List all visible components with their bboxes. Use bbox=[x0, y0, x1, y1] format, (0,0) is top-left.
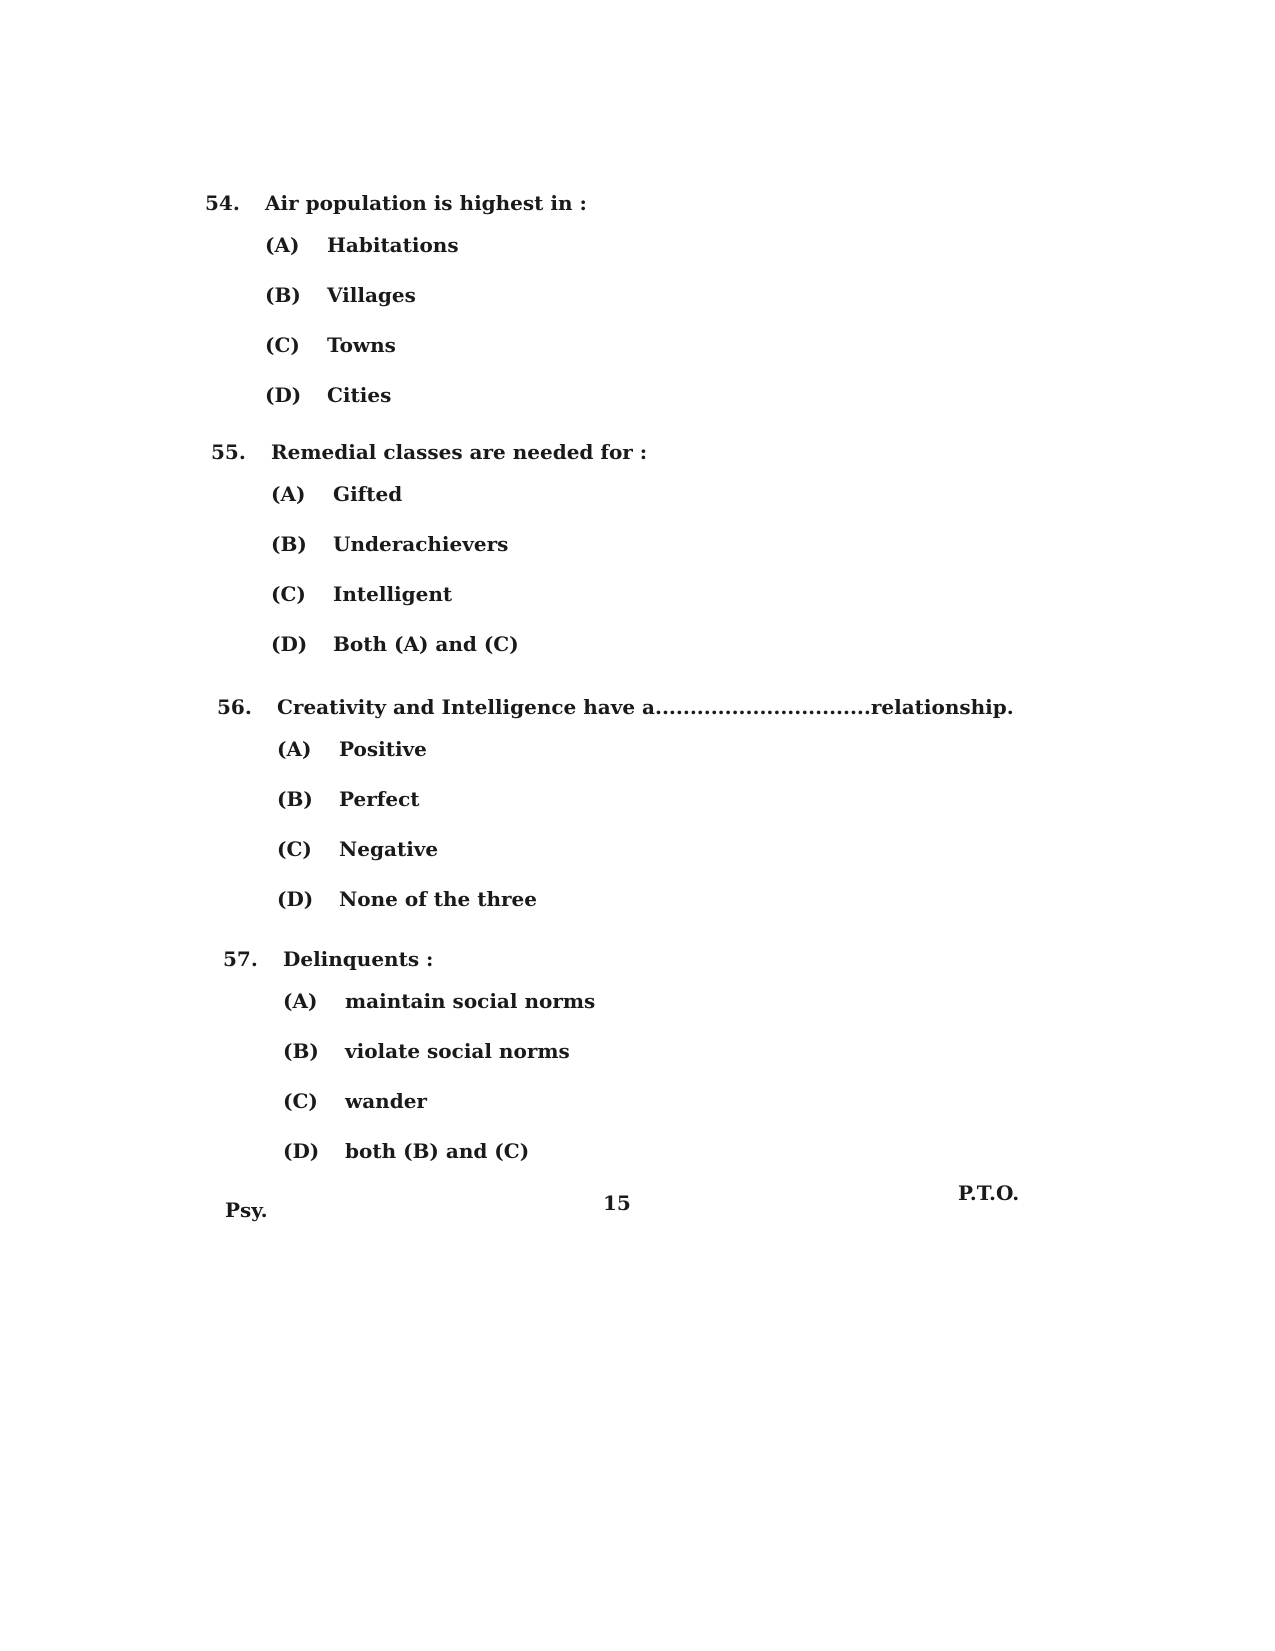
option-letter: (B) bbox=[277, 787, 313, 811]
option-letter: (D) bbox=[265, 383, 302, 407]
option-letter: (B) bbox=[271, 532, 307, 556]
option-d bbox=[205, 370, 1105, 420]
question-number: 55. bbox=[211, 440, 246, 464]
option-letter: (C) bbox=[271, 582, 306, 606]
option-b bbox=[223, 1026, 1123, 1076]
question-56 bbox=[217, 690, 1117, 924]
question-text: Air population is highest in : bbox=[265, 191, 587, 215]
option-a bbox=[205, 220, 1105, 270]
footer-page-number: 15 bbox=[603, 1191, 631, 1215]
option-letter: (C) bbox=[283, 1089, 318, 1113]
option-letter: (D) bbox=[271, 632, 308, 656]
option-text: Both (A) and (C) bbox=[333, 632, 519, 656]
option-text: Positive bbox=[339, 737, 427, 761]
option-c bbox=[205, 320, 1105, 370]
option-text: wander bbox=[345, 1089, 427, 1113]
option-d bbox=[217, 874, 1117, 924]
option-c bbox=[211, 569, 1111, 619]
question-header bbox=[211, 435, 1111, 469]
option-letter: (D) bbox=[283, 1139, 320, 1163]
option-text: Underachievers bbox=[333, 532, 509, 556]
option-letter: (C) bbox=[277, 837, 312, 861]
option-d bbox=[211, 619, 1111, 669]
question-header bbox=[223, 942, 1123, 976]
option-d bbox=[223, 1126, 1123, 1176]
option-text: violate social norms bbox=[345, 1039, 570, 1063]
option-letter: (A) bbox=[277, 737, 312, 761]
option-letter: (A) bbox=[271, 482, 306, 506]
question-header bbox=[217, 690, 1117, 724]
option-a bbox=[211, 469, 1111, 519]
question-55 bbox=[211, 435, 1111, 669]
question-number: 56. bbox=[217, 695, 252, 719]
option-c bbox=[217, 824, 1117, 874]
option-letter: (A) bbox=[283, 989, 318, 1013]
question-text: Remedial classes are needed for : bbox=[271, 440, 648, 464]
option-letter: (C) bbox=[265, 333, 300, 357]
option-text: both (B) and (C) bbox=[345, 1139, 530, 1163]
option-text: None of the three bbox=[339, 887, 537, 911]
option-c bbox=[223, 1076, 1123, 1126]
option-a bbox=[223, 976, 1123, 1026]
option-letter: (A) bbox=[265, 233, 300, 257]
option-text: Habitations bbox=[327, 233, 459, 257]
footer-subject: Psy. bbox=[225, 1198, 268, 1222]
option-text: Cities bbox=[327, 383, 392, 407]
question-text: Delinquents : bbox=[283, 947, 434, 971]
question-57 bbox=[223, 942, 1123, 1176]
option-text: Negative bbox=[339, 837, 439, 861]
option-text: Gifted bbox=[333, 482, 403, 506]
option-text: maintain social norms bbox=[345, 989, 596, 1013]
option-b bbox=[205, 270, 1105, 320]
option-text: Towns bbox=[327, 333, 396, 357]
question-text: Creativity and Intelligence have a...............................relationship. bbox=[277, 695, 1014, 719]
footer-pto: P.T.O. bbox=[958, 1181, 1020, 1205]
option-b bbox=[211, 519, 1111, 569]
option-text: Villages bbox=[327, 283, 416, 307]
option-letter: (B) bbox=[265, 283, 301, 307]
question-header bbox=[205, 186, 1105, 220]
option-b bbox=[217, 774, 1117, 824]
option-a bbox=[217, 724, 1117, 774]
option-text: Intelligent bbox=[333, 582, 453, 606]
option-text: Perfect bbox=[339, 787, 420, 811]
option-letter: (B) bbox=[283, 1039, 319, 1063]
question-number: 54. bbox=[205, 191, 240, 215]
question-54 bbox=[205, 186, 1105, 420]
option-letter: (D) bbox=[277, 887, 314, 911]
question-number: 57. bbox=[223, 947, 258, 971]
